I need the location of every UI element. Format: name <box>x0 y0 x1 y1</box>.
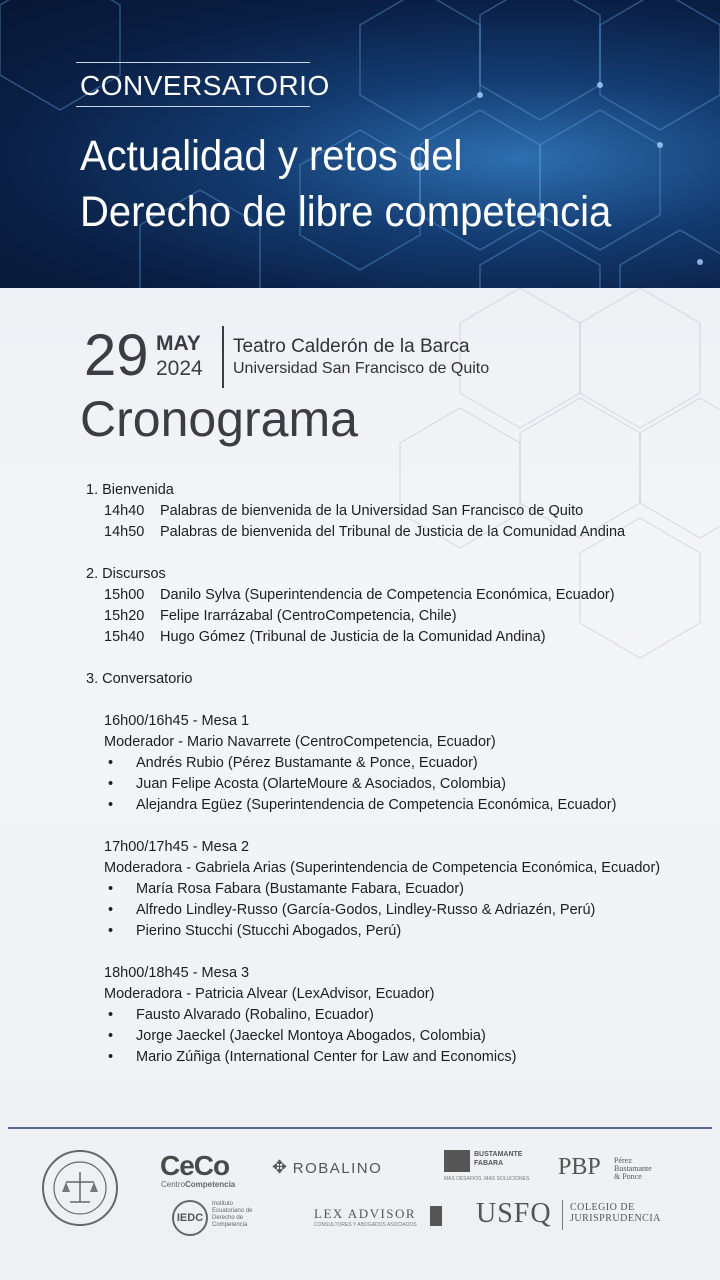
event-day: 29 <box>84 323 149 388</box>
panelist <box>86 1005 706 1026</box>
pbp-logo: PBP <box>558 1154 601 1180</box>
event-month: MAY <box>156 332 201 355</box>
bullet: • <box>108 1007 114 1023</box>
usfq-sub-2: JURISPRUDENCIA <box>570 1213 661 1224</box>
event-kicker: CONVERSATORIO <box>80 70 330 101</box>
item-time: 14h50 <box>104 524 145 540</box>
event-year: 2024 <box>156 357 203 380</box>
iedc-sub-2: Ecuatoriano de <box>212 1208 253 1214</box>
panelist <box>86 921 706 942</box>
item-text: Palabras de bienvenida del Tribunal de Justicia de la Comunidad Andina <box>160 524 626 540</box>
footer-rule <box>8 1127 712 1129</box>
event-venue: Teatro Calderón de la Barca <box>233 336 470 357</box>
panelist <box>86 795 706 816</box>
mesa-title: 17h00/17h45 - Mesa 2 <box>104 839 250 855</box>
kicker-rule-bottom <box>76 106 310 107</box>
event-venue-sub: Universidad San Francisco de Quito <box>233 360 490 377</box>
bullet: • <box>108 755 114 771</box>
ceco-subtitle-b: Competencia <box>185 1180 236 1189</box>
schedule-item <box>86 606 706 627</box>
header-banner <box>0 0 720 288</box>
bullet: • <box>108 797 114 813</box>
title-line-1: Actualidad y retos del <box>80 132 463 180</box>
panelist <box>86 774 706 795</box>
cronograma-heading: Cronograma <box>80 391 358 447</box>
title-line-2: Derecho de libre competencia <box>80 188 612 236</box>
panelist-name: Mario Zúñiga (International Center for Law and Economics) <box>136 1049 517 1065</box>
panelist-name: Juan Felipe Acosta (OlarteMoure & Asociados, Colombia) <box>136 776 506 792</box>
panelist-name: Alejandra Egüez (Superintendencia de Competencia Económica, Ecuador) <box>136 797 617 813</box>
pbp-subtitle <box>614 1157 652 1181</box>
schedule-item <box>86 501 706 522</box>
kicker-rule-top <box>76 62 310 63</box>
iedc-sub-3: Derecho de <box>212 1215 244 1221</box>
item-text: Felipe Irarrázabal (CentroCompetencia, Chile) <box>160 608 457 624</box>
bf-name-2: FABARA <box>474 1160 504 1167</box>
panelist-name: Alfredo Lindley-Russo (García-Godos, Lindley-Russo & Adriazén, Perú) <box>136 902 596 918</box>
ceco-subtitle-a: Centro <box>161 1180 186 1189</box>
schedule-item <box>86 585 706 606</box>
iedc-subtitle <box>212 1201 252 1229</box>
panelist <box>86 900 706 921</box>
pbp-sub-3: & Ponce <box>614 1172 642 1181</box>
ceco-subtitle <box>161 1180 235 1189</box>
lex-advisor-logo: LEX ADVISOR <box>314 1206 417 1221</box>
section-heading: 1. Bienvenida <box>86 482 174 498</box>
bullet: • <box>108 1049 114 1065</box>
section-heading: 3. Conversatorio <box>86 671 193 687</box>
lex-advisor-mark <box>430 1206 442 1226</box>
event-title <box>80 128 611 240</box>
panelist-name: Andrés Rubio (Pérez Bustamante & Ponce, Ecuador) <box>136 755 478 771</box>
item-time: 14h40 <box>104 503 145 519</box>
mesa-title: 18h00/18h45 - Mesa 3 <box>104 965 250 981</box>
bustamante-fabara-logo <box>474 1150 522 1168</box>
usfq-logo: USFQ <box>476 1198 552 1229</box>
item-text: Danilo Sylva (Superintendencia de Competencia Económica, Ecuador) <box>160 587 615 603</box>
mesa-moderator: Moderador - Mario Navarrete (CentroCompetencia, Ecuador) <box>104 734 496 750</box>
item-text: Hugo Gómez (Tribunal de Justicia de la Comunidad Andina) <box>160 629 546 645</box>
schedule <box>86 480 706 1068</box>
bullet: • <box>108 881 114 897</box>
tribunal-seal-logo <box>40 1142 120 1234</box>
usfq-subtitle <box>570 1202 661 1224</box>
bullet: • <box>108 923 114 939</box>
iedc-sub-1: Instituto <box>212 1201 234 1207</box>
iedc-logo: IEDC <box>172 1200 208 1236</box>
panelist-name: Pierino Stucchi (Stucchi Abogados, Perú) <box>136 923 402 939</box>
panelist <box>86 1026 706 1047</box>
item-time: 15h00 <box>104 587 145 603</box>
panelist-name: Fausto Alvarado (Robalino, Ecuador) <box>136 1007 374 1023</box>
mesa-moderator: Moderadora - Patricia Alvear (LexAdvisor, Ecuador) <box>104 986 435 1002</box>
robalino-logo <box>272 1157 382 1178</box>
ceco-logo: CeCo <box>160 1150 230 1181</box>
bullet: • <box>108 776 114 792</box>
date-divider <box>222 326 224 388</box>
iedc-sub-4: Competencia <box>212 1222 248 1228</box>
bustamante-fabara-tagline: MÁS DESAFÍOS. MÁS SOLUCIONES <box>444 1176 530 1182</box>
panelist-name: María Rosa Fabara (Bustamante Fabara, Ecuador) <box>136 881 465 897</box>
usfq-divider <box>562 1200 563 1230</box>
panelist <box>86 879 706 900</box>
item-text: Palabras de bienvenida de la Universidad San Francisco de Quito <box>160 503 584 519</box>
bullet: • <box>108 1028 114 1044</box>
schedule-item <box>86 627 706 648</box>
pbp-sub-1: Pérez <box>614 1156 632 1165</box>
panelist <box>86 753 706 774</box>
item-time: 15h20 <box>104 608 145 624</box>
item-time: 15h40 <box>104 629 145 645</box>
bullet: • <box>108 902 114 918</box>
bf-name-1: BUSTAMANTE <box>474 1151 523 1158</box>
panelist <box>86 1047 706 1068</box>
robalino-icon: ✥ <box>272 1157 288 1177</box>
bustamante-fabara-icon <box>444 1150 470 1172</box>
usfq-sub-1: COLEGIO DE <box>570 1202 635 1213</box>
pbp-sub-2: Bustamante <box>614 1164 652 1173</box>
mesa-title: 16h00/16h45 - Mesa 1 <box>104 713 250 729</box>
lex-advisor-subtitle: CONSULTORES Y ABOGADOS ASOCIADOS <box>314 1222 417 1228</box>
section-heading: 2. Discursos <box>86 566 166 582</box>
panelist-name: Jorge Jaeckel (Jaeckel Montoya Abogados, Colombia) <box>136 1028 486 1044</box>
mesa-moderator: Moderadora - Gabriela Arias (Superintendencia de Competencia Económica, Ecuador) <box>104 860 661 876</box>
robalino-name: ROBALINO <box>292 1160 383 1177</box>
schedule-item <box>86 522 706 543</box>
